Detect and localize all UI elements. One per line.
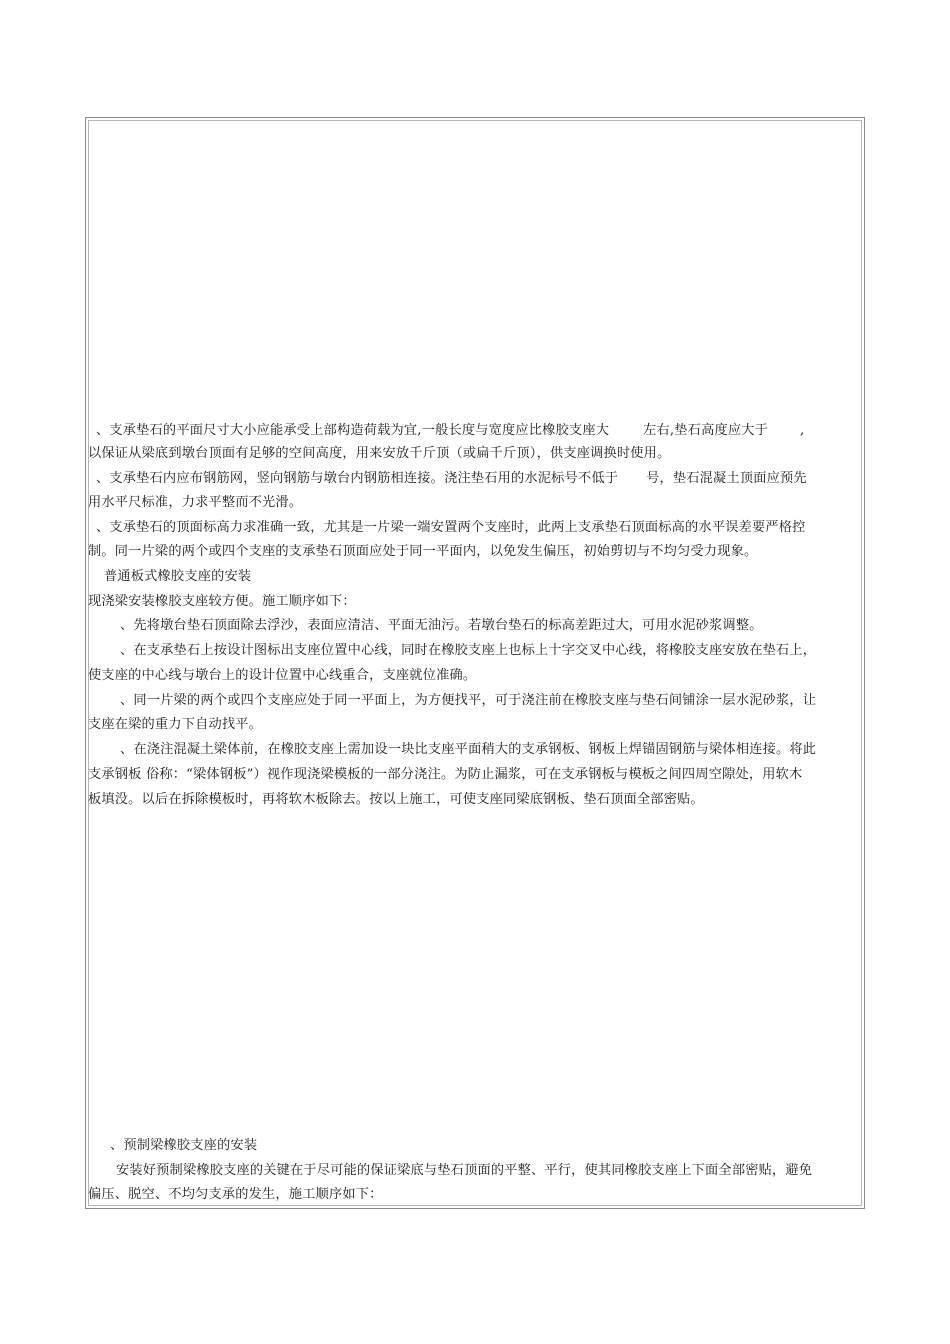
section-2-heading: 普通板式橡胶支座的安装 <box>104 569 252 584</box>
step-3-line-1: 、同一片梁的两个或四个支座应处于同一平面上，为方便找平，可于浇注前在橡胶支座与垫石间铺涂一层水泥砂浆，让 <box>120 693 817 708</box>
step-4-line-3: 板填没。以后在拆除模板时，再将软木板除去。按以上施工，可使支座同梁底钢板、垫石顶面全部密贴。 <box>88 792 704 807</box>
paragraph-2-line-2: 用水平尺标准，力求平整而不光滑。 <box>88 495 303 510</box>
document-frame-inner <box>88 120 862 1206</box>
paragraph-2-line-1 <box>96 468 807 490</box>
step-4-line-1: 、在浇注混凝土梁体前，在橡胶支座上需加设一块比支座平面稍大的支承钢板、钢板上焊锚固钢筋与梁体相连接。将此 <box>120 742 817 757</box>
section-2-intro: 现浇梁安装橡胶支座较方便。施工顺序如下： <box>88 594 356 609</box>
text-span: 左右,垫石高度应大于 <box>643 423 769 438</box>
paragraph-3-line-1: 、支承垫石的顶面标高力求准确一致，尤其是一片梁一端安置两个支座时，此两上支承垫石顶面标高的水平误差要严格控 <box>96 520 806 535</box>
paragraph-1-line-1 <box>96 420 804 442</box>
section-3-heading: 、预制梁橡胶支座的安装 <box>110 1138 258 1153</box>
step-1: 、先将墩台垫石顶面除去浮沙，表面应清洁、平面无油污。若墩台垫石的标高差距过大，可用水泥砂浆调整。 <box>120 618 763 633</box>
text-span: 、支承垫石内应布钢筋网，竖向钢筋与墩台内钢筋相连接。浇注垫石用的水泥标号不低于 <box>96 471 619 486</box>
step-2-line-2: 使支座的中心线与墩台上的设计位置中心线重合，支座就位准确。 <box>88 668 477 683</box>
text-span: 号，垫石混凝土顶面应预先 <box>646 471 807 486</box>
paragraph-1-line-2: 以保证从梁底到墩台顶面有足够的空间高度，用来安放千斤顶（或扁千斤顶），供支座调换时使用。 <box>88 446 671 461</box>
section-3-line-1: 安装好预制梁橡胶支座的关键在于尽可能的保证梁底与垫石顶面的平整、平行，使其同橡胶支座上下面全部密贴，避免 <box>116 1163 813 1178</box>
text-span: 、支承垫石的平面尺寸大小应能承受上部构造荷载为宜,一般长度与宽度应比橡胶支座大 <box>96 423 610 438</box>
step-3-line-2: 支座在梁的重力下自动找平。 <box>88 717 263 732</box>
step-2-line-1: 、在支承垫石上按设计图标出支座位置中心线，同时在橡胶支座上也标上十字交叉中心线，将橡胶支座安放在垫石上， <box>120 643 817 658</box>
step-4-line-2: 支承钢板 俗称：“梁体钢板”）视作现浇梁模板的一部分浇注。为防止漏浆，可在支承钢板与模板之间四周空隙处，用软木 <box>88 767 803 782</box>
paragraph-3-line-2: 制。同一片梁的两个或四个支座的支承垫石顶面应处于同一平面内，以免发生偏压，初始剪切与不均匀受力现象。 <box>88 544 758 559</box>
text-span: , <box>800 423 805 438</box>
section-3-line-2: 偏压、脱空、不均匀支承的发生，施工顺序如下： <box>88 1187 383 1202</box>
